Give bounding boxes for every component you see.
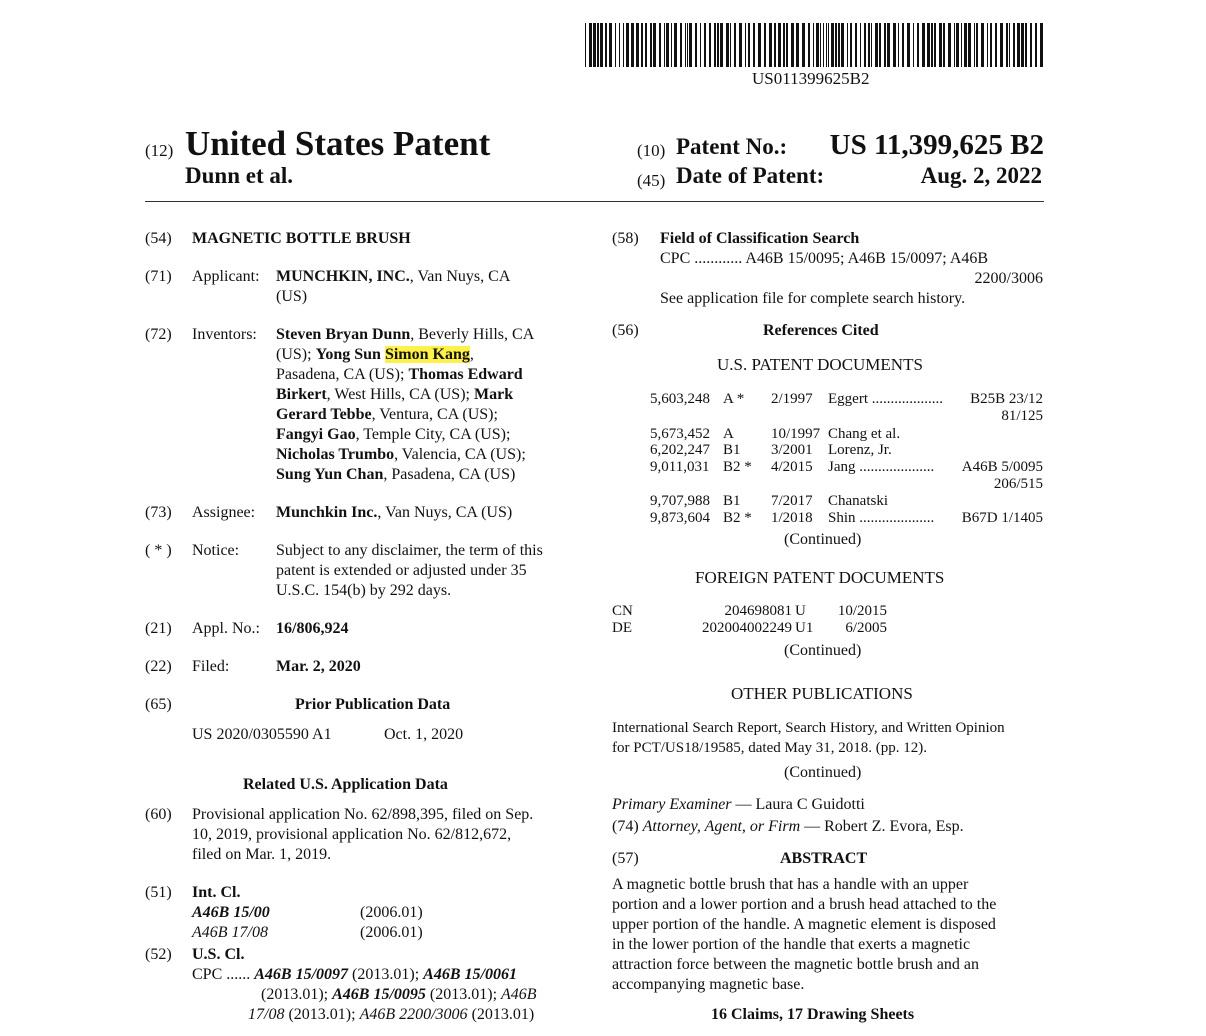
barcode-bar <box>1035 23 1037 67</box>
us-doc-number: 9,011,031 <box>650 459 710 475</box>
us-doc-name: Chang et al. <box>828 426 901 442</box>
us-doc-name: Eggert ................... <box>828 391 943 407</box>
continued-3: (Continued) <box>784 764 862 781</box>
foreign-doc-country: DE <box>612 620 632 636</box>
continued-1: (Continued) <box>784 531 862 548</box>
inventors-line1: Steven Bryan Dunn, Beverly Hills, CA <box>276 326 535 343</box>
barcode-bar <box>783 23 785 67</box>
us-doc-date: 3/2001 <box>771 442 813 458</box>
appl-label: Appl. No.: <box>192 620 260 637</box>
barcode-bar <box>871 23 872 67</box>
code-73: (73) <box>145 504 172 521</box>
code-21: (21) <box>145 620 172 637</box>
abstract-heading: ABSTRACT <box>780 850 868 867</box>
barcode-bar <box>609 23 612 67</box>
barcode-bar <box>593 23 596 67</box>
barcode-bar <box>820 23 821 67</box>
barcode-bar <box>864 23 866 67</box>
applicant-line1: MUNCHKIN, INC., Van Nuys, CA <box>276 268 511 285</box>
barcode-bar <box>1013 23 1015 67</box>
inventors-line3: Pasadena, CA (US); Thomas Edward <box>276 366 523 383</box>
barcode-bar <box>666 23 669 67</box>
barcode-bar <box>680 23 682 67</box>
code-54: (54) <box>145 230 172 247</box>
uscl-label: U.S. Cl. <box>192 946 245 963</box>
inventor-short: Dunn et al. <box>185 163 293 188</box>
foreign-doc-country: CN <box>612 603 633 619</box>
code-52: (52) <box>145 946 172 963</box>
intcl-class2: A46B 17/08 <box>192 924 268 941</box>
barcode-bar <box>1017 23 1020 67</box>
barcode-bar <box>828 23 829 67</box>
barcode-bar <box>758 23 761 67</box>
us-doc-date: 2/1997 <box>771 391 813 407</box>
barcode-bar <box>615 23 616 67</box>
barcode-bar <box>954 23 955 67</box>
barcode-bar <box>831 23 834 67</box>
refs-heading: References Cited <box>763 322 879 339</box>
notice-line2: patent is extended or adjusted under 35 <box>276 562 527 579</box>
us-doc-class: A46B 5/0095 <box>961 459 1043 475</box>
barcode-bar <box>961 23 962 67</box>
barcode-bar <box>847 23 848 67</box>
barcode-bar <box>879 23 881 67</box>
primary-examiner: Primary Examiner — Laura C Guidotti <box>612 796 865 813</box>
barcode-bar <box>855 23 857 67</box>
us-doc-number: 9,873,604 <box>650 510 710 526</box>
barcode-bar <box>990 23 992 67</box>
us-doc-kind: A * <box>723 391 745 407</box>
code-10: (10) <box>637 141 666 160</box>
patent-date: Aug. 2, 2022 <box>920 163 1042 188</box>
barcode-bar <box>826 23 827 67</box>
inventors-label: Inventors: <box>192 326 257 343</box>
us-doc-class-secondary: 81/125 <box>1001 408 1043 424</box>
us-doc-name: Lorenz, Jr. <box>828 442 892 458</box>
barcode-bar <box>860 23 861 67</box>
code-56: (56) <box>612 322 639 339</box>
barcode-bar <box>887 23 890 67</box>
intcl-date1: (2006.01) <box>360 904 423 921</box>
intcl-class1: A46B 15/00 <box>192 904 270 921</box>
barcode-bar <box>636 23 639 67</box>
barcode-bar <box>671 23 672 67</box>
prior-number: US 2020/0305590 A1 <box>192 726 332 743</box>
us-docs-heading: U.S. PATENT DOCUMENTS <box>717 355 923 374</box>
code-45: (45) <box>637 171 666 190</box>
barcode-bar <box>730 23 731 67</box>
barcode-bar <box>645 23 647 67</box>
barcode-bar <box>964 23 967 67</box>
barcode-bar <box>1040 23 1043 67</box>
barcode-bar <box>1030 23 1032 67</box>
us-doc-number: 9,707,988 <box>650 493 710 509</box>
barcode-bar <box>600 23 603 67</box>
inventors-line4: Birkert, West Hills, CA (US); Mark <box>276 386 514 403</box>
barcode-bar <box>641 23 643 67</box>
barcode-bar <box>626 23 629 67</box>
barcode-bar <box>943 23 945 67</box>
code-60: (60) <box>145 806 172 823</box>
code-51: (51) <box>145 884 172 901</box>
barcode-bar <box>927 23 930 67</box>
code-notice: ( * ) <box>145 542 172 559</box>
barcode-bar <box>976 23 978 67</box>
barcode-bar <box>774 23 776 67</box>
barcode-bar <box>753 23 755 67</box>
barcode-bar <box>902 23 904 67</box>
barcode-bar <box>585 23 586 67</box>
barcode-bar <box>764 23 766 67</box>
barcode-bar <box>704 23 706 67</box>
applicant-label: Applicant: <box>192 268 260 285</box>
us-doc-name: Jang .................... <box>828 459 935 475</box>
barcode-bar <box>875 23 878 67</box>
barcode-bar <box>995 23 997 67</box>
foreign-doc-date: 6/2005 <box>845 620 887 636</box>
us-doc-date: 4/2015 <box>771 459 813 475</box>
barcode-bar <box>717 23 719 67</box>
barcode-bar <box>948 23 951 67</box>
barcode-bar <box>786 23 788 67</box>
patent-type: United States Patent <box>185 124 491 163</box>
barcode-bar <box>1025 23 1027 67</box>
barcode-bar <box>850 23 852 67</box>
attorney: (74) Attorney, Agent, or Firm — Robert Z. Evora, Esp. <box>612 818 964 835</box>
barcode-bar <box>739 23 742 67</box>
field-line3: See application file for complete search history. <box>660 290 966 307</box>
barcode-bar <box>734 23 736 67</box>
us-doc-name: Shin .................... <box>828 510 935 526</box>
other-pubs-line2: for PCT/US18/19585, dated May 31, 2018. (pp. 12). <box>612 740 927 756</box>
barcode-bar <box>884 23 886 67</box>
continued-2: (Continued) <box>784 642 862 659</box>
related-line3: filed on Mar. 1, 2019. <box>192 846 332 863</box>
inventors-line7: Nicholas Trumbo, Valencia, CA (US); <box>276 446 526 463</box>
barcode-bar <box>631 23 634 67</box>
inventors-line6: Fangyi Gao, Temple City, CA (US); <box>276 426 511 443</box>
foreign-doc-number: 204698081 <box>724 603 792 619</box>
barcode-bar <box>907 23 910 67</box>
barcode-bar <box>769 23 772 67</box>
prior-heading: Prior Publication Data <box>295 696 451 713</box>
patent-no-label: Patent No.: <box>676 134 788 159</box>
foreign-doc-kind: U1 <box>795 620 814 636</box>
barcode-bar <box>619 23 620 67</box>
barcode-bar <box>813 23 814 67</box>
barcode-bar <box>987 23 988 67</box>
notice-line3: U.S.C. 154(b) by 292 days. <box>276 582 452 599</box>
us-doc-kind: B1 <box>723 493 741 509</box>
barcode-bar <box>714 23 716 67</box>
barcode-bar <box>1000 23 1003 67</box>
barcode-bar <box>726 23 729 67</box>
barcode-bar <box>687 23 688 67</box>
abstract-line5: attraction force between the magnetic bottle brush and an <box>612 956 979 973</box>
intcl-label: Int. Cl. <box>192 884 241 901</box>
barcode-bar <box>623 23 624 67</box>
us-doc-date: 7/2017 <box>771 493 813 509</box>
abstract-line3: upper portion of the handle. A magnetic element is disposed <box>612 916 996 933</box>
barcode-bar <box>893 23 896 67</box>
code-57: (57) <box>612 850 639 867</box>
barcode-bar <box>664 23 665 67</box>
uscl-line3: 17/08 (2013.01); A46B 2200/3006 (2013.01) <box>248 1006 535 1023</box>
foreign-doc-kind: U <box>795 603 806 619</box>
barcode-bar <box>748 23 750 67</box>
claims-summary: 16 Claims, 17 Drawing Sheets <box>711 1006 915 1023</box>
barcode-bar <box>796 23 799 67</box>
us-doc-kind: B2 * <box>723 459 752 475</box>
us-doc-date: 1/2018 <box>771 510 813 526</box>
other-pubs-heading: OTHER PUBLICATIONS <box>731 684 913 703</box>
notice-label: Notice: <box>192 542 240 559</box>
us-doc-number: 5,673,452 <box>650 426 710 442</box>
barcode-bar <box>956 23 959 67</box>
field-line2: 2200/3006 <box>974 270 1043 287</box>
applicant-name: MUNCHKIN, INC. <box>276 268 410 285</box>
uscl-line1: CPC ...... A46B 15/0097 (2013.01); A46B 15/0061 <box>192 966 517 983</box>
inventors-line5: Gerard Tebbe, Ventura, CA (US); <box>276 406 498 423</box>
field-heading: Field of Classification Search <box>660 230 860 247</box>
patent-number: US 11,399,625 B2 <box>829 129 1044 161</box>
abstract-line6: accompanying magnetic base. <box>612 976 805 993</box>
barcode-bar <box>605 23 607 67</box>
assignee-label: Assignee: <box>192 504 256 521</box>
barcode-bar <box>597 23 599 67</box>
code-65: (65) <box>145 696 172 713</box>
filed-date: Mar. 2, 2020 <box>276 658 361 675</box>
us-doc-class: B67D 1/1405 <box>961 510 1043 526</box>
barcode-bar <box>808 23 810 67</box>
barcode-bar <box>589 23 592 67</box>
barcode-bar <box>917 23 919 67</box>
code-72: (72) <box>145 326 172 343</box>
code-58: (58) <box>612 230 639 247</box>
inventors-line2: (US); Yong Sun Simon Kang, <box>276 346 474 363</box>
barcode-bar <box>685 23 686 67</box>
us-doc-date: 10/1997 <box>771 426 821 442</box>
barcode-bar <box>1021 23 1024 67</box>
us-doc-name: Chanatski <box>828 493 888 509</box>
abstract-line2: portion and a lower portion and a brush head attached to the <box>612 896 997 913</box>
barcode-bar <box>823 23 824 67</box>
barcode-bar <box>898 23 899 67</box>
date-label: Date of Patent: <box>676 163 825 188</box>
barcode-bar <box>1006 23 1008 67</box>
abstract-line4: in the lower portion of the handle that exerts a magnetic <box>612 936 971 953</box>
barcode-bar <box>674 23 677 67</box>
barcode-bar <box>913 23 914 67</box>
other-pubs-line1: International Search Report, Search History, and Written Opinion <box>612 720 1005 736</box>
barcode-bar <box>695 23 697 67</box>
prior-date: Oct. 1, 2020 <box>384 726 464 743</box>
foreign-doc-number: 202004002249 <box>702 620 792 636</box>
barcode-bar <box>816 23 819 67</box>
foreign-docs-heading: FOREIGN PATENT DOCUMENTS <box>695 568 945 587</box>
us-doc-kind: B2 * <box>723 510 752 526</box>
code-71: (71) <box>145 268 172 285</box>
appl-number: 16/806,924 <box>276 620 349 637</box>
barcode-bar <box>841 23 844 67</box>
uscl-line2: (2013.01); A46B 15/0095 (2013.01); A46B <box>261 986 537 1003</box>
field-line1: CPC ............ A46B 15/0095; A46B 15/0097; A46B <box>660 250 989 267</box>
barcode-bar <box>659 23 661 67</box>
related-heading: Related U.S. Application Data <box>243 776 448 793</box>
barcode-bar <box>653 23 656 67</box>
barcode-bar <box>981 23 984 67</box>
assignee-value: Munchkin Inc., Van Nuys, CA (US) <box>276 504 513 521</box>
barcode-bar <box>745 23 746 67</box>
barcode-bar <box>968 23 971 67</box>
abstract-line1: A magnetic bottle brush that has a handle with an upper <box>612 876 969 893</box>
barcode-bar <box>931 23 933 67</box>
barcode-bar <box>650 23 652 67</box>
us-doc-number: 6,202,247 <box>650 442 710 458</box>
us-doc-class-secondary: 206/515 <box>993 476 1043 492</box>
invention-title: MAGNETIC BOTTLE BRUSH <box>192 230 411 247</box>
related-line1: Provisional application No. 62/898,395, filed on Sep. <box>192 806 534 823</box>
foreign-doc-date: 10/2015 <box>837 603 887 619</box>
us-doc-class: B25B 23/12 <box>970 391 1043 407</box>
barcode-bar <box>939 23 942 67</box>
barcode-bar <box>835 23 837 67</box>
barcode-bar <box>974 23 975 67</box>
filed-label: Filed: <box>192 658 230 675</box>
barcode-number: US011399625B2 <box>752 69 870 88</box>
barcode-bar <box>802 23 805 67</box>
applicant-line2: (US) <box>276 288 308 305</box>
related-line2: 10, 2019, provisional application No. 62/812,672, <box>192 826 512 843</box>
us-doc-number: 5,603,248 <box>650 391 710 407</box>
barcode-bar <box>1009 23 1010 67</box>
code-22: (22) <box>145 658 172 675</box>
barcode-bar <box>838 23 840 67</box>
barcode-bar <box>791 23 794 67</box>
inventors-line8: Sung Yun Chan, Pasadena, CA (US) <box>276 466 516 483</box>
code-12: (12) <box>145 141 174 160</box>
barcode-bar <box>934 23 936 67</box>
barcode-bar <box>709 23 711 67</box>
barcode-bar <box>778 23 781 67</box>
barcode <box>585 23 1045 67</box>
header-divider <box>145 201 1044 202</box>
us-doc-kind: A <box>723 426 734 442</box>
notice-line1: Subject to any disclaimer, the term of this <box>276 542 543 559</box>
intcl-date2: (2006.01) <box>360 924 423 941</box>
barcode-bar <box>922 23 925 67</box>
barcode-bar <box>720 23 723 67</box>
barcode-bar <box>700 23 701 67</box>
us-doc-kind: B1 <box>723 442 741 458</box>
barcode-bar <box>868 23 870 67</box>
highlighted-name: Simon Kang <box>384 346 470 363</box>
barcode-bar <box>689 23 692 67</box>
